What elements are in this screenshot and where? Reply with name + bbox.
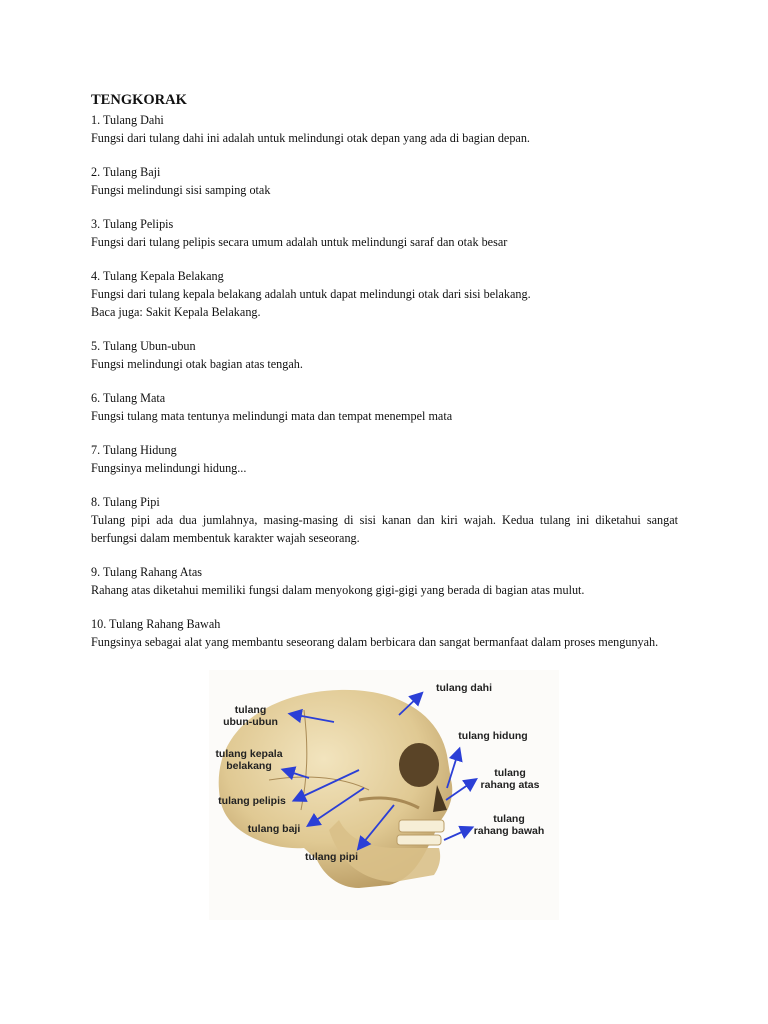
section-text: Fungsi dari tulang kepala belakang adalah untuk dapat melindungi otak dari sisi belakang. bbox=[91, 287, 531, 301]
section-text: Fungsi melindungi otak bagian atas tengah. bbox=[91, 357, 303, 371]
document-body bbox=[91, 90, 678, 667]
label-tulang-ubun-ubun: tulang ubun-ubun bbox=[223, 704, 278, 728]
section-tulang-baji bbox=[91, 163, 678, 199]
label-tulang-kepala-belakang: tulang kepala belakang bbox=[215, 748, 283, 772]
section-heading: 4. Tulang Kepala Belakang bbox=[91, 269, 224, 283]
section-heading: 6. Tulang Mata bbox=[91, 391, 166, 405]
section-heading: 2. Tulang Baji bbox=[91, 165, 161, 179]
section-tulang-mata bbox=[91, 389, 678, 425]
section-heading: 5. Tulang Ubun-ubun bbox=[91, 339, 196, 353]
document-title: TENGKORAK bbox=[91, 92, 187, 108]
section-text: Tulang pipi ada dua jumlahnya, masing-masing di sisi kanan dan kiri wajah. Kedua tulang ini diketahui sangat berfungsi dalam membentuk karakter wajah seseorang. bbox=[91, 513, 678, 545]
section-tulang-pelipis bbox=[91, 215, 678, 251]
section-heading: 3. Tulang Pelipis bbox=[91, 217, 174, 231]
section-text: Fungsi dari tulang pelipis secara umum adalah untuk melindungi saraf dan otak besar bbox=[91, 235, 508, 249]
label-tulang-dahi: tulang dahi bbox=[436, 682, 492, 694]
section-text: Fungsi dari tulang dahi ini adalah untuk melindungi otak depan yang ada di bagian depan. bbox=[91, 131, 530, 145]
section-tulang-pipi bbox=[91, 493, 678, 547]
section-text: Fungsi tulang mata tentunya melindungi mata dan tempat menempel mata bbox=[91, 409, 453, 423]
section-text: Fungsi melindungi sisi samping otak bbox=[91, 183, 271, 197]
section-text: Fungsinya melindungi hidung... bbox=[91, 461, 247, 475]
section-heading: 7. Tulang Hidung bbox=[91, 443, 177, 457]
section-tulang-kepala-belakang bbox=[91, 267, 678, 321]
section-heading: 8. Tulang Pipi bbox=[91, 495, 160, 509]
section-text: Rahang atas diketahui memiliki fungsi dalam menyokong gigi-gigi yang berada di bagian atas mulut. bbox=[91, 583, 585, 597]
section-tulang-ubun-ubun bbox=[91, 337, 678, 373]
section-tulang-hidung bbox=[91, 441, 678, 477]
label-tulang-baji: tulang baji bbox=[247, 823, 301, 835]
upper-teeth bbox=[399, 820, 444, 832]
eye-socket bbox=[399, 743, 439, 787]
section-tulang-rahang-bawah bbox=[91, 615, 678, 651]
label-tulang-pelipis: tulang pelipis bbox=[218, 795, 286, 807]
see-also-text: Baca juga: Sakit Kepala Belakang. bbox=[91, 305, 261, 319]
label-tulang-rahang-bawah: tulang rahang bawah bbox=[473, 813, 545, 837]
section-heading: 10. Tulang Rahang Bawah bbox=[91, 617, 221, 631]
skull-diagram bbox=[209, 670, 559, 920]
lower-teeth bbox=[397, 835, 441, 845]
label-tulang-rahang-atas: tulang rahang atas bbox=[480, 767, 540, 791]
section-heading: 1. Tulang Dahi bbox=[91, 113, 164, 127]
section-heading: 9. Tulang Rahang Atas bbox=[91, 565, 203, 579]
section-text: Fungsinya sebagai alat yang membantu seseorang dalam berbicara dan sangat bermanfaat dalam proses mengunyah. bbox=[91, 635, 659, 649]
section-tulang-dahi bbox=[91, 111, 678, 147]
label-tulang-pipi: tulang pipi bbox=[304, 851, 359, 863]
section-tulang-rahang-atas bbox=[91, 563, 678, 599]
label-tulang-hidung: tulang hidung bbox=[458, 730, 528, 742]
